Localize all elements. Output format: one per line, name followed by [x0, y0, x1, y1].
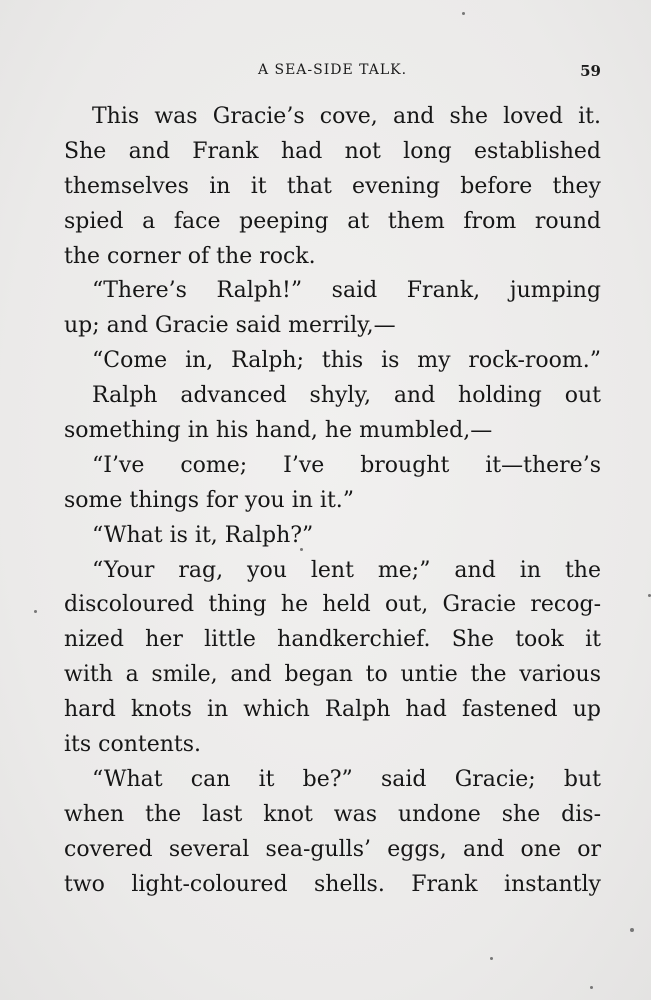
- page-number: 59: [580, 62, 601, 80]
- text-line: its contents.: [64, 732, 202, 758]
- text-line: some things for you in it.”: [64, 487, 355, 513]
- text-line: up; and Gracie said merrily,—: [64, 313, 396, 339]
- text-line: the corner of the rock.: [64, 243, 316, 269]
- paper-speck: [34, 610, 37, 613]
- paper-speck: [462, 12, 465, 15]
- text-line: hard knots in which Ralph had fastened up: [64, 697, 601, 723]
- text-line: when the last knot was undone she dis-: [64, 801, 601, 827]
- text-line: “There’s Ralph!” said Frank, jumping: [92, 278, 601, 304]
- text-line: themselves in it that evening before they: [64, 173, 601, 199]
- text-line: nized her little handkerchief. She took it: [64, 627, 601, 653]
- text-line: two light-coloured shells. Frank instantly: [64, 871, 601, 897]
- text-line: spied a face peeping at them from round: [64, 208, 601, 234]
- paper-speck: [630, 928, 634, 932]
- text-line: Ralph advanced shyly, and holding out: [92, 383, 601, 409]
- text-line: This was Gracie’s cove, and she loved it.: [92, 104, 601, 129]
- text-line: “Come in, Ralph; this is my rock-room.”: [92, 348, 601, 374]
- text-line: “Your rag, you lent me;” and in the: [92, 557, 601, 583]
- text-line: “What is it, Ralph?”: [92, 522, 314, 548]
- text-line: covered several sea-gulls’ eggs, and one or: [64, 836, 601, 862]
- text-line: “I’ve come; I’ve brought it—there’s: [92, 452, 601, 478]
- text-line: discoloured thing he held out, Gracie recog-: [64, 592, 601, 618]
- paper-speck: [300, 548, 303, 551]
- paper-speck: [490, 957, 493, 960]
- page-header: [64, 58, 601, 84]
- paper-speck: [590, 986, 593, 989]
- text-line: “What can it be?” said Gracie; but: [92, 766, 601, 792]
- running-head: A SEA-SIDE TALK.: [257, 62, 408, 78]
- body-text: [64, 100, 601, 902]
- text-line: something in his hand, he mumbled,—: [64, 418, 493, 444]
- text-line: with a smile, and began to untie the various: [64, 662, 601, 688]
- text-line: She and Frank had not long established: [64, 138, 601, 164]
